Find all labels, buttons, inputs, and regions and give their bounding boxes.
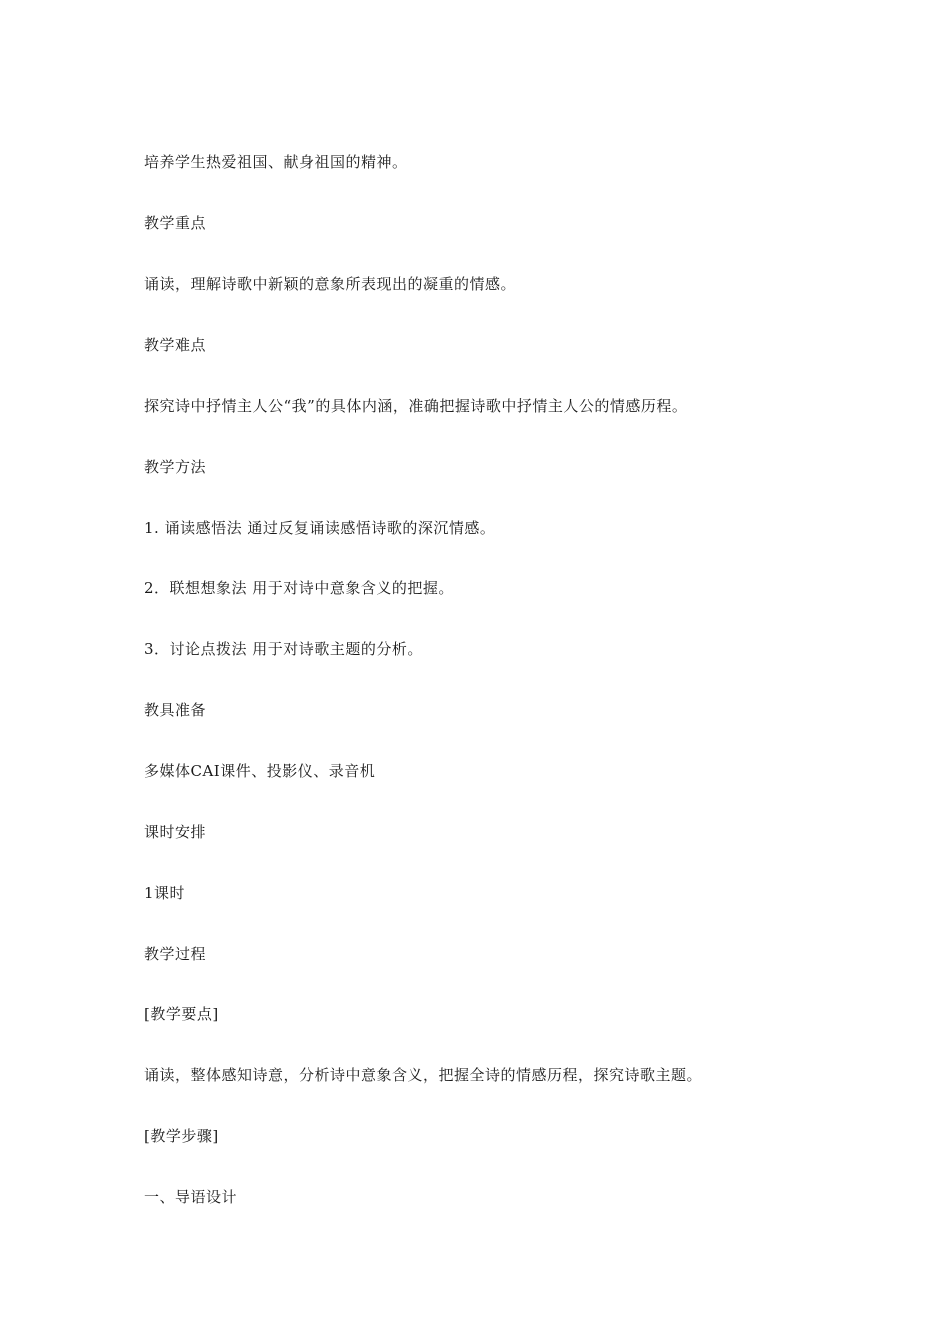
heading-teaching-aids: 教具准备 <box>144 701 207 719</box>
method-item-3: 3．讨论点拨法 用于对诗歌主题的分析。 <box>144 640 423 658</box>
paragraph-teaching-aids: 多媒体CAI课件、投影仪、录音机 <box>144 762 376 780</box>
heading-schedule: 课时安排 <box>144 823 207 841</box>
subheading-teaching-steps: [教学步骤] <box>144 1127 219 1145</box>
heading-difficulties: 教学难点 <box>144 336 207 354</box>
section-heading-intro: 一、导语设计 <box>144 1188 238 1206</box>
paragraph-key-points: 诵读，理解诗歌中新颖的意象所表现出的凝重的情感。 <box>144 275 517 293</box>
paragraph-goal: 培养学生热爱祖国、献身祖国的精神。 <box>144 153 408 171</box>
paragraph-schedule: 1课时 <box>144 884 186 902</box>
heading-methods: 教学方法 <box>144 458 207 476</box>
paragraph-difficulties: 探究诗中抒情主人公“我”的具体内涵，准确把握诗歌中抒情主人公的情感历程。 <box>144 397 688 415</box>
paragraph-teaching-points: 诵读，整体感知诗意，分析诗中意象含义，把握全诗的情感历程，探究诗歌主题。 <box>144 1066 703 1084</box>
subheading-teaching-points: [教学要点] <box>144 1005 219 1023</box>
method-item-1: 1. 诵读感悟法 通过反复诵读感悟诗歌的深沉情感。 <box>144 519 496 537</box>
method-item-2: 2．联想想象法 用于对诗中意象含义的把握。 <box>144 579 454 597</box>
heading-key-points: 教学重点 <box>144 214 207 232</box>
heading-process: 教学过程 <box>144 945 207 963</box>
